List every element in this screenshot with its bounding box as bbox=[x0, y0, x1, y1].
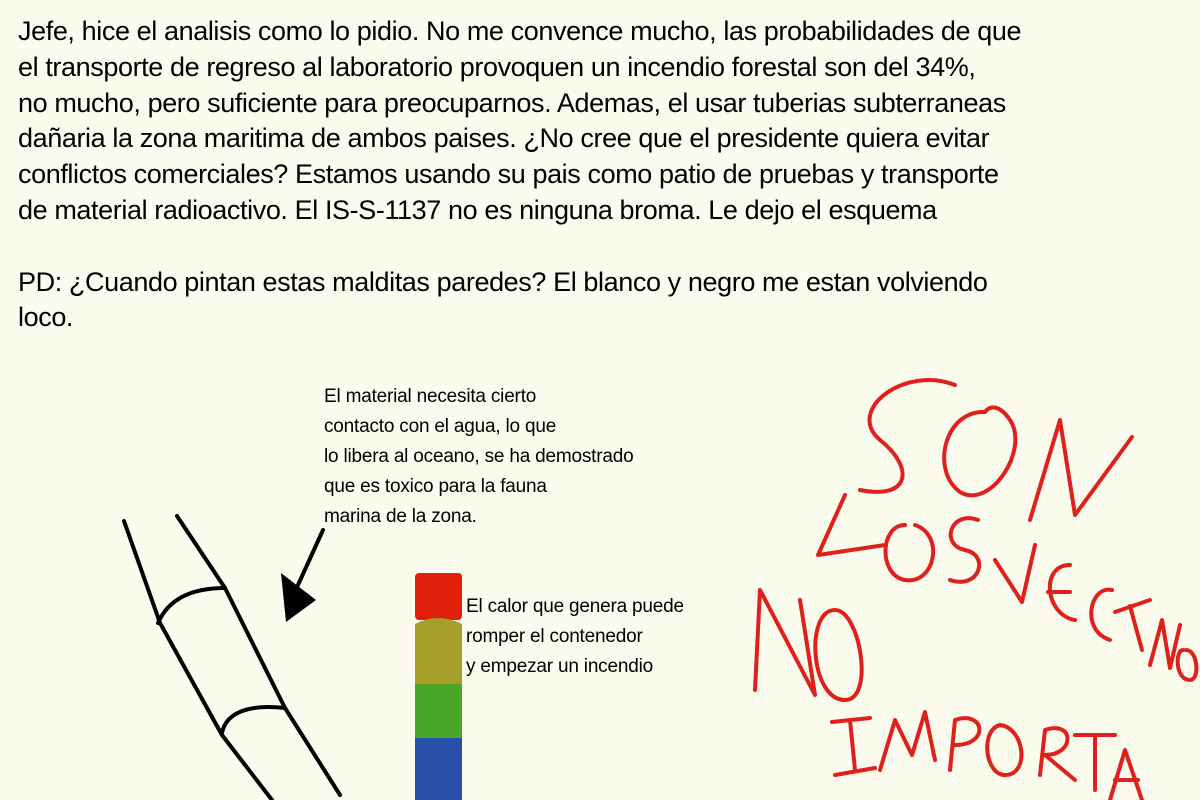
heat-note-line: y empezar un incendio bbox=[466, 656, 653, 677]
postscript-line: PD: ¿Cuando pintan estas malditas paredes? El blanco y negro me estan volviendo bbox=[18, 266, 988, 297]
water-note-line: marina de la zona. bbox=[324, 506, 477, 527]
graffiti-word-los bbox=[818, 495, 979, 582]
letter-line: de material radioactivo. El IS-S-1137 no es ninguna broma. Le dejo el esquema bbox=[18, 194, 937, 225]
letter-line: conflictos comerciales? Estamos usando su pais como patio de pruebas y transporte bbox=[18, 159, 999, 190]
water-note-line: que es toxico para la fauna bbox=[324, 476, 547, 497]
graffiti-word-importa bbox=[832, 712, 1142, 800]
heat-note-line: romper el contenedor bbox=[466, 626, 643, 647]
letter-line: dañaria la zona maritima de ambos paises. ¿No cree que el presidente quiera evitar bbox=[18, 123, 990, 154]
graffiti-word-no bbox=[755, 590, 862, 700]
water-note-line: contacto con el agua, lo que bbox=[324, 416, 557, 437]
water-note-line: lo libera al oceano, se ha demostrado bbox=[324, 446, 634, 467]
water-note-line: El material necesita cierto bbox=[324, 386, 537, 407]
postscript-line: loco. bbox=[18, 302, 74, 333]
letter-line: Jefe, hice el analisis como lo pidio. No me convence mucho, las probabilidades de que bbox=[18, 16, 1022, 46]
letter-line: no mucho, pero suficiente para preocuparnos. Ademas, el usar tuberias subterraneas bbox=[18, 87, 1006, 118]
heat-note-line: El calor que genera puede bbox=[466, 596, 684, 617]
letter-line: el transporte de regreso al laboratorio provoquen un incendio forestal son del 34%, bbox=[18, 51, 976, 82]
graffiti-word-son bbox=[860, 380, 1132, 520]
graffiti-word-vecinos bbox=[995, 545, 1196, 680]
